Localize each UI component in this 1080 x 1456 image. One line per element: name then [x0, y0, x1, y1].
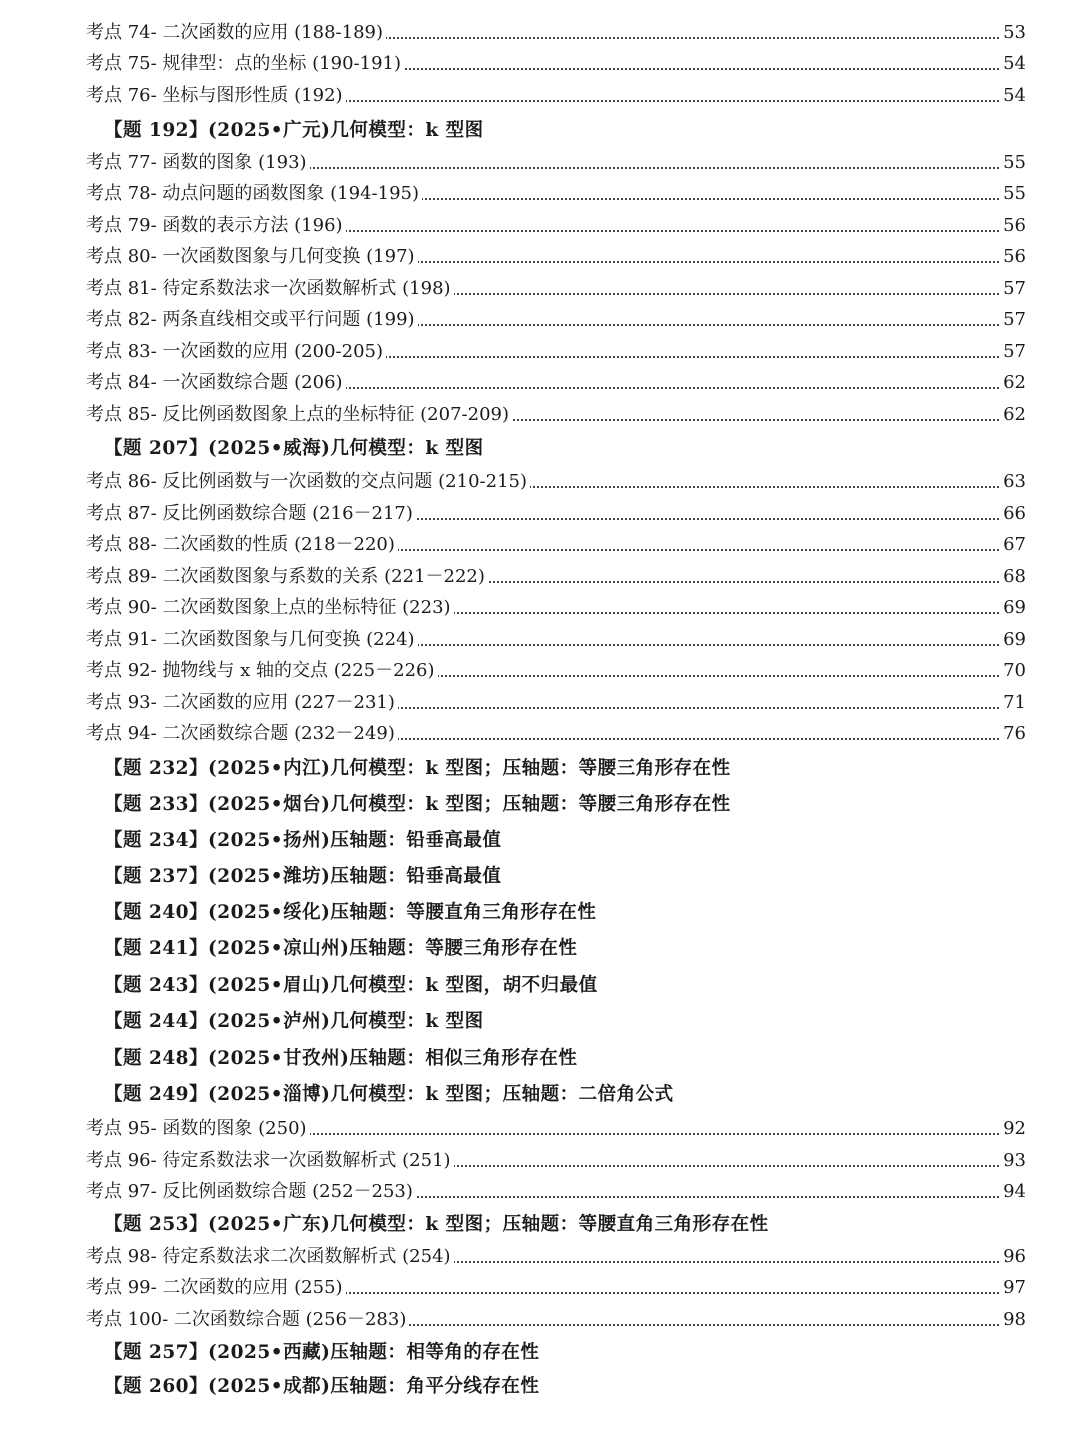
toc-entry-title: 考点 82- 两条直线相交或平行问题 (199): [86, 305, 418, 335]
toc-entry-title: 考点 83- 一次函数的应用 (200-205): [86, 337, 386, 367]
toc-page-number: 69: [1000, 593, 1026, 623]
toc-sub-entry[interactable]: [0, 1043, 1080, 1073]
toc-page-number: 62: [1000, 400, 1026, 430]
toc-entry[interactable]: [0, 499, 1080, 529]
toc-sub-entry-title: 【题 233】(2025•烟台)几何模型：k 型图；压轴题：等腰三角形存在性: [104, 794, 731, 815]
toc-entry-title: 考点 87- 反比例函数综合题 (216－217): [86, 499, 416, 529]
toc-entry[interactable]: [0, 305, 1080, 335]
toc-sub-entry-title: 【题 232】(2025•内江)几何模型：k 型图；压轴题：等腰三角形存在性: [104, 758, 731, 779]
toc-entry[interactable]: [0, 530, 1080, 560]
toc-page-number: 67: [1000, 530, 1026, 560]
toc-entry[interactable]: [0, 562, 1080, 592]
toc-sub-entry-title: 【题 244】(2025•泸州)几何模型：k 型图: [104, 1011, 484, 1032]
toc-sub-entry[interactable]: [0, 789, 1080, 819]
toc-page-number: 57: [1000, 305, 1026, 335]
toc-entry-title: 考点 81- 待定系数法求一次函数解析式 (198): [86, 274, 454, 304]
toc-entry-title: 考点 78- 动点问题的函数图象 (194-195): [86, 179, 422, 209]
toc-page-number: 55: [1000, 148, 1026, 178]
toc-page-number: 93: [1000, 1146, 1026, 1176]
toc-entry-title: 考点 96- 待定系数法求一次函数解析式 (251): [86, 1146, 454, 1176]
toc-entry-title: 考点 88- 二次函数的性质 (218－220): [86, 530, 398, 560]
toc-page-number: 70: [1000, 656, 1026, 686]
toc-entry-title: 考点 93- 二次函数的应用 (227－231): [86, 688, 398, 718]
toc-page-number: 62: [1000, 368, 1026, 398]
toc-page-number: 54: [1000, 81, 1026, 111]
toc-sub-entry[interactable]: [0, 753, 1080, 783]
toc-entry[interactable]: [0, 274, 1080, 304]
toc-entry-title: 考点 85- 反比例函数图象上点的坐标特征 (207-209): [86, 400, 512, 430]
toc-entry[interactable]: [0, 1305, 1080, 1335]
toc-sub-entry[interactable]: [0, 115, 1080, 145]
toc-entry-title: 考点 79- 函数的表示方法 (196): [86, 211, 346, 241]
toc-entry[interactable]: [0, 1177, 1080, 1207]
toc-sub-entry-title: 【题 248】(2025•甘孜州)压轴题：相似三角形存在性: [104, 1048, 578, 1069]
toc-entry-title: 考点 95- 函数的图象 (250): [86, 1114, 310, 1144]
toc-entry[interactable]: [0, 148, 1080, 178]
toc-sub-entry-title: 【题 192】(2025•广元)几何模型：k 型图: [104, 120, 484, 141]
toc-entry-title: 考点 77- 函数的图象 (193): [86, 148, 310, 178]
toc-entry-title: 考点 92- 抛物线与 x 轴的交点 (225－226): [86, 656, 438, 686]
toc-entry-title: 考点 80- 一次函数图象与几何变换 (197): [86, 242, 418, 272]
toc-page-number: 76: [1000, 719, 1026, 749]
toc-sub-entry-title: 【题 240】(2025•绥化)压轴题：等腰直角三角形存在性: [104, 902, 597, 923]
toc-page-number: 53: [1000, 18, 1026, 48]
toc-page-number: 66: [1000, 499, 1026, 529]
toc-sub-entry[interactable]: [0, 1371, 1080, 1401]
toc-sub-entry-title: 【题 253】(2025•广东)几何模型：k 型图；压轴题：等腰直角三角形存在性: [104, 1214, 769, 1235]
toc-entry-title: 考点 94- 二次函数综合题 (232－249): [86, 719, 398, 749]
toc-page-number: 97: [1000, 1273, 1026, 1303]
toc-sub-entry[interactable]: [0, 1006, 1080, 1036]
toc-entry[interactable]: [0, 719, 1080, 749]
toc-page-number: 63: [1000, 467, 1026, 497]
toc-page-number: 94: [1000, 1177, 1026, 1207]
toc-entry-title: 考点 86- 反比例函数与一次函数的交点问题 (210-215): [86, 467, 530, 497]
toc-page-number: 55: [1000, 179, 1026, 209]
toc-entry[interactable]: [0, 467, 1080, 497]
toc-entry[interactable]: [0, 1242, 1080, 1272]
toc-sub-entry-title: 【题 207】(2025•威海)几何模型：k 型图: [104, 438, 484, 459]
toc-entry[interactable]: [0, 656, 1080, 686]
toc-entry[interactable]: [0, 1146, 1080, 1176]
toc-page-number: 57: [1000, 274, 1026, 304]
toc-sub-entry[interactable]: [0, 933, 1080, 963]
toc-sub-entry[interactable]: [0, 897, 1080, 927]
toc-sub-entry-title: 【题 241】(2025•凉山州)压轴题：等腰三角形存在性: [104, 938, 578, 959]
toc-entry[interactable]: [0, 688, 1080, 718]
toc-entry-title: 考点 89- 二次函数图象与系数的关系 (221－222): [86, 562, 488, 592]
toc-entry[interactable]: [0, 242, 1080, 272]
toc-page-number: 71: [1000, 688, 1026, 718]
toc-entry-title: 考点 99- 二次函数的应用 (255): [86, 1273, 346, 1303]
toc-page-number: 69: [1000, 625, 1026, 655]
toc-entry-title: 考点 100- 二次函数综合题 (256－283): [86, 1305, 409, 1335]
toc-entry[interactable]: [0, 593, 1080, 623]
toc-sub-entry-title: 【题 243】(2025•眉山)几何模型：k 型图，胡不归最值: [104, 975, 598, 996]
toc-entry[interactable]: [0, 18, 1080, 48]
toc-sub-entry[interactable]: [0, 861, 1080, 891]
toc-sub-entry-title: 【题 260】(2025•成都)压轴题：角平分线存在性: [104, 1376, 540, 1397]
toc-entry-title: 考点 91- 二次函数图象与几何变换 (224): [86, 625, 418, 655]
toc-page-number: 96: [1000, 1242, 1026, 1272]
toc-entry[interactable]: [0, 337, 1080, 367]
toc-sub-entry[interactable]: [0, 433, 1080, 463]
toc-entry-title: 考点 74- 二次函数的应用 (188-189): [86, 18, 386, 48]
toc-page-number: 92: [1000, 1114, 1026, 1144]
toc-entry[interactable]: [0, 368, 1080, 398]
toc-entry[interactable]: [0, 211, 1080, 241]
toc-sub-entry[interactable]: [0, 825, 1080, 855]
toc-entry[interactable]: [0, 49, 1080, 79]
toc-entry[interactable]: [0, 400, 1080, 430]
toc-entry-title: 考点 75- 规律型：点的坐标 (190-191): [86, 49, 404, 79]
toc-entry-title: 考点 84- 一次函数综合题 (206): [86, 368, 346, 398]
toc-sub-entry-title: 【题 249】(2025•淄博)几何模型：k 型图；压轴题：二倍角公式: [104, 1084, 674, 1105]
toc-page-number: 68: [1000, 562, 1026, 592]
toc-entry-title: 考点 90- 二次函数图象上点的坐标特征 (223): [86, 593, 454, 623]
toc-entry[interactable]: [0, 81, 1080, 111]
toc-entry[interactable]: [0, 1273, 1080, 1303]
toc-page-number: 54: [1000, 49, 1026, 79]
toc-sub-entry[interactable]: [0, 1337, 1080, 1367]
toc-entry-title: 考点 97- 反比例函数综合题 (252－253): [86, 1177, 416, 1207]
toc-sub-entry[interactable]: [0, 970, 1080, 1000]
toc-page-number: 98: [1000, 1305, 1026, 1335]
toc-entry[interactable]: [0, 625, 1080, 655]
toc-entry[interactable]: [0, 1114, 1080, 1144]
toc-sub-entry[interactable]: [0, 1209, 1080, 1239]
toc-entry[interactable]: [0, 179, 1080, 209]
toc-page-number: 56: [1000, 242, 1026, 272]
toc-sub-entry-title: 【题 234】(2025•扬州)压轴题：铅垂高最值: [104, 830, 502, 851]
toc-sub-entry-title: 【题 257】(2025•西藏)压轴题：相等角的存在性: [104, 1342, 540, 1363]
toc-sub-entry[interactable]: [0, 1079, 1080, 1109]
toc-entry-title: 考点 98- 待定系数法求二次函数解析式 (254): [86, 1242, 454, 1272]
toc-sub-entry-title: 【题 237】(2025•潍坊)压轴题：铅垂高最值: [104, 866, 502, 887]
toc-entry-title: 考点 76- 坐标与图形性质 (192): [86, 81, 346, 111]
toc-page-number: 57: [1000, 337, 1026, 367]
toc-page-number: 56: [1000, 211, 1026, 241]
